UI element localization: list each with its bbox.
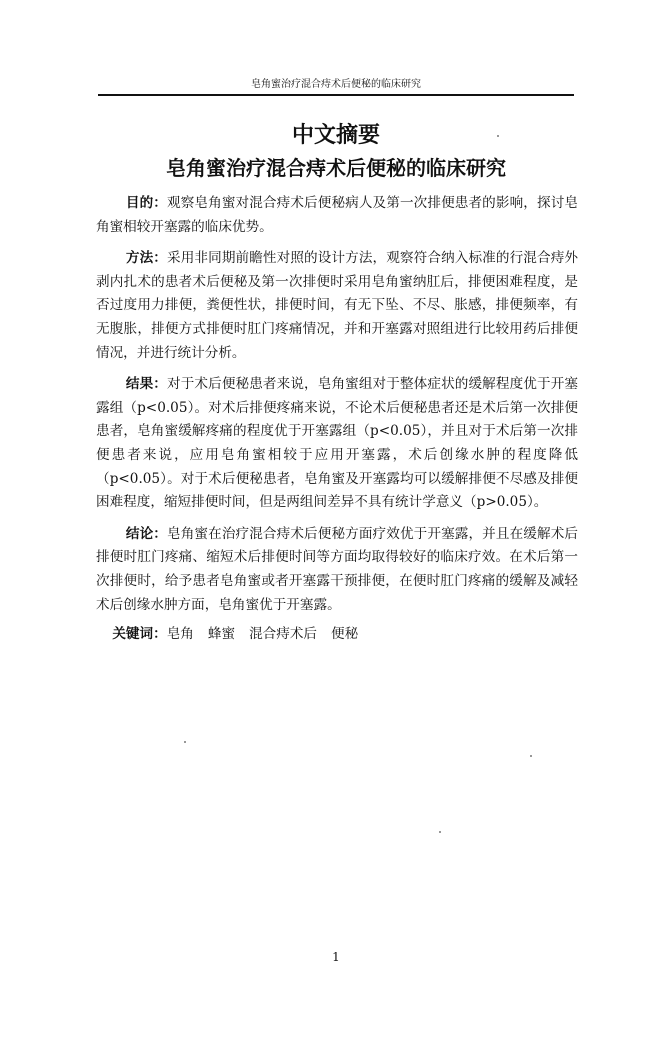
keyword-item: 混合痔术后 (249, 626, 318, 643)
scan-speck (497, 135, 499, 137)
results-label: 结果： (125, 376, 168, 393)
abstract-heading: 中文摘要 (291, 123, 380, 148)
scan-speck (530, 755, 532, 757)
objective-label: 目的： (125, 195, 168, 211)
methods-label: 方法： (125, 250, 168, 267)
conclusion-text: 皂角蜜在治疗混合痔术后便秘方面疗效优于开塞露，并且在缓解术后排便时肛门疼痛、缩短术后排便时间等方面均取得较好的临床疗效。在术后第一次排便时，给予患者皂角蜜或者开塞露干预排便，在便时肛门疼痛的缓解及减轻术后创缘水肿方面，皂角蜜优于开塞露。 (96, 525, 578, 613)
results-text: 对于术后便秘患者来说，皂角蜜组对于整体症状的缓解程度优于开塞露组（p<0.05）。对术后排便疼痛来说，不论术后便秘患者还是术后第一次排便患者，皂角蜜缓解疼痛的程度优于开塞露组（p<0.05），并且对于术后第一次排便患者来说，应用皂角蜜相较于应用开塞露，术后创缘水肿的程度降低（p<0.05）。对于术后便秘患者，皂角蜜及开塞露均可以缓解排便不尽感及排便困难程度，缩短排便时间，但是两组间差异不具有统计学意义（p>0.05）。 (96, 376, 578, 511)
running-header: 皂角蜜治疗混合痔术后便秘的临床研究 (251, 79, 421, 90)
keywords-label: 关键词： (112, 626, 167, 643)
methods-paragraph (96, 247, 578, 365)
results-paragraph (96, 373, 578, 515)
keyword-item: 蜂蜜 (207, 626, 236, 643)
thesis-title: 皂角蜜治疗混合痔术后便秘的临床研究 (166, 156, 506, 180)
conclusion-label: 结论： (125, 525, 168, 542)
page-number: 1 (332, 950, 340, 964)
objective-paragraph (96, 192, 578, 239)
keyword-item: 便秘 (331, 626, 359, 643)
scan-speck (184, 741, 186, 743)
conclusion-paragraph (96, 523, 578, 617)
methods-text: 采用非同期前瞻性对照的设计方法，观察符合纳入标准的行混合痔外剥内扎术的患者术后便秘及第一次排便时采用皂角蜜纳肛后，排便困难程度，是否过度用力排便，粪便性状，排便时间，有无下坠、不尽、胀感，排便频率，有无腹胀，排便方式排便时肛门疼痛情况，并和开塞露对照组进行比较用药后排便情况，并进行统计分析。 (96, 250, 578, 361)
keywords-line (96, 623, 578, 647)
scan-speck (439, 831, 441, 833)
header-rule (98, 94, 574, 96)
abstract-body (96, 192, 578, 647)
keyword-item: 皂角 (166, 626, 194, 643)
objective-text: 观察皂角蜜对混合痔术后便秘病人及第一次排便患者的影响，探讨皂角蜜相较开塞露的临床优势。 (96, 195, 578, 235)
